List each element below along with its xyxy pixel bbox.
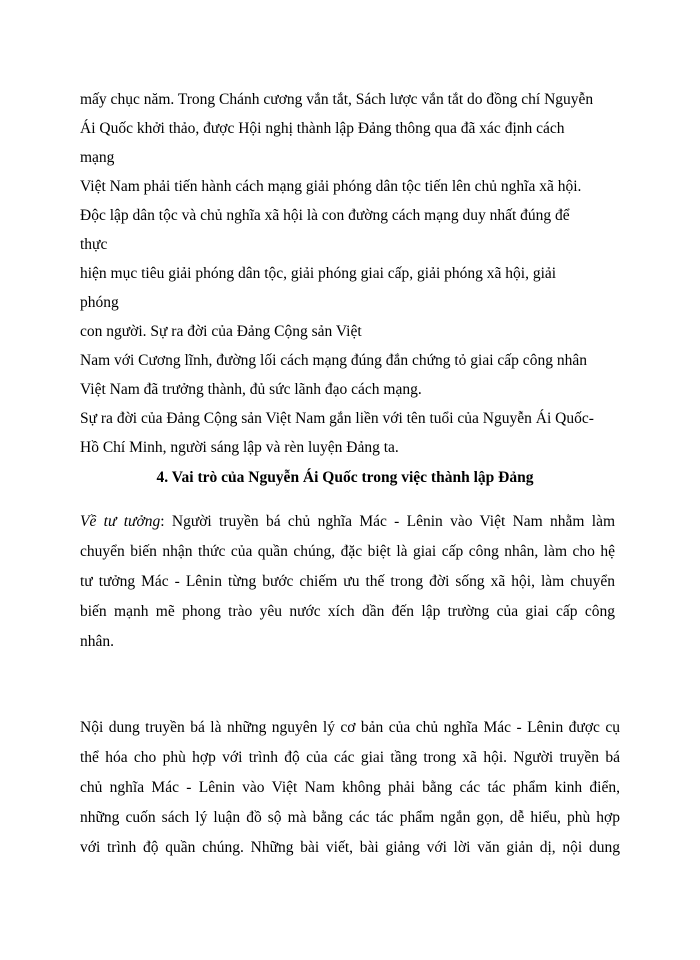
- text-line: thực: [80, 236, 108, 253]
- text-line: hiện mục tiêu giải phóng dân tộc, giải phóng giai cấp, giải phóng xã hội, giải: [80, 265, 557, 282]
- text-line: mấy chục năm. Trong Chánh cương vắn tắt, Sách lược vắn tắt do đồng chí Nguyễn: [80, 91, 594, 108]
- section-heading: 4. Vai trò của Nguyễn Ái Quốc trong việc thành lập Đảng: [156, 469, 534, 486]
- text-line: Độc lập dân tộc và chủ nghĩa xã hội là con đường cách mạng duy nhất đúng để: [80, 207, 570, 224]
- text-line: [80, 512, 615, 532]
- text-line: mạng: [80, 149, 115, 166]
- text-span: : Người truyền bá chủ nghĩa Mác - Lênin vào Việt Nam nhằm làm: [160, 513, 616, 530]
- italic-lead: Về tư tưởng: [80, 513, 161, 530]
- text-line: chủ nghĩa Mác - Lênin vào Việt Nam không phải bằng các tác phẩm kinh điển,: [80, 779, 620, 796]
- text-line: nhân.: [80, 633, 115, 650]
- text-line: thể hóa cho phù hợp với trình độ của các giai tầng trong xã hội. Người truyền bá: [80, 749, 620, 766]
- text-line: với trình độ quần chúng. Những bài viết, bài giảng với lời văn giản dị, nội dung: [80, 839, 620, 856]
- text-line: những cuốn sách lý luận đồ sộ mà bằng các tác phẩm ngắn gọn, dễ hiểu, phù hợp: [80, 809, 620, 826]
- text-line: Việt Nam đã trưởng thành, đủ sức lãnh đạo cách mạng.: [80, 381, 422, 398]
- text-line: Nội dung truyền bá là những nguyên lý cơ bản của chủ nghĩa Mác - Lênin được cụ: [80, 719, 620, 736]
- text-line: Hồ Chí Minh, người sáng lập và rèn luyện Đảng ta.: [80, 439, 399, 456]
- text-line: chuyển biến nhận thức của quần chúng, đặc biệt là giai cấp công nhân, làm cho hệ: [80, 543, 615, 560]
- text-line: tư tưởng Mác - Lênin từng bước chiếm ưu thế trong đời sống xã hội, làm chuyển: [80, 573, 615, 590]
- text-line: Việt Nam phải tiến hành cách mạng giải phóng dân tộc tiến lên chủ nghĩa xã hội.: [80, 178, 582, 195]
- text-line: Sự ra đời của Đảng Cộng sản Việt Nam gắn liền với tên tuổi của Nguyễn Ái Quốc-: [80, 410, 594, 427]
- text-line: biến mạnh mẽ phong trào yêu nước xích dần đến lập trường của giai cấp công: [80, 603, 615, 620]
- text-line: con người. Sự ra đời của Đảng Cộng sản Việt: [80, 323, 362, 340]
- text-line: phóng: [80, 294, 119, 311]
- text-line: Ái Quốc khởi thảo, được Hội nghị thành lập Đảng thông qua đã xác định cách: [80, 120, 565, 137]
- text-line: Nam với Cương lĩnh, đường lối cách mạng đúng đắn chứng tỏ giai cấp công nhân: [80, 352, 587, 369]
